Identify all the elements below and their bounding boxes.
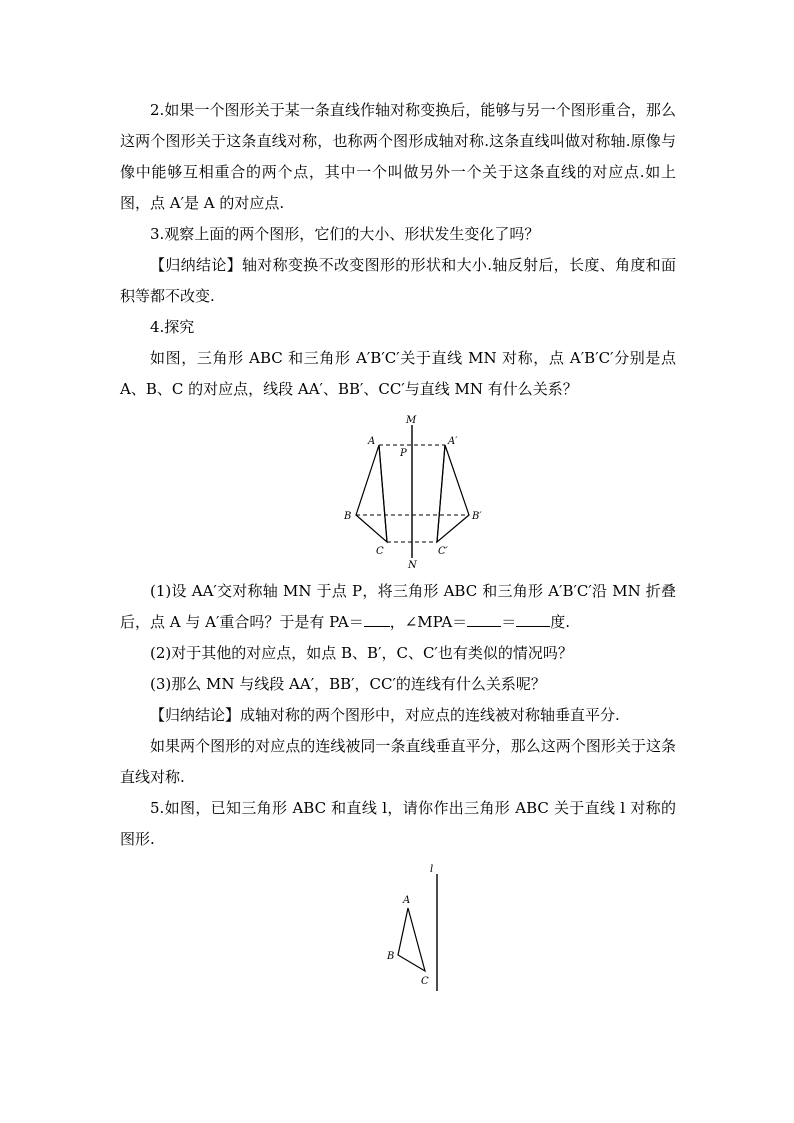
label-c: C (376, 546, 384, 557)
paragraph-criterion: 如果两个图形的对应点的连线被同一条直线垂直平分，那么这两个图形关于这条直线对称. (120, 737, 676, 786)
q1-text-end: 度. (550, 613, 570, 631)
triangle-abc (356, 445, 387, 542)
q1-text-eq: ＝ (501, 613, 517, 631)
paragraph-q1 (120, 576, 676, 638)
q1-text-mid: ，∠MPA＝ (389, 613, 468, 631)
paragraph-q3: (3)那么 MN 与线段 AA′，BB′，CC′的连线有什么关系呢？ (150, 675, 546, 693)
paragraph-explore-heading: 4.探究 (150, 318, 195, 336)
paragraph-question-3: 3.观察上面的两个图形，它们的大小、形状发生变化了吗？ (150, 225, 540, 243)
label-b-small: B (387, 951, 395, 962)
label-c-small: C (421, 976, 429, 987)
paragraph-definition: 2.如果一个图形关于某一条直线作轴对称变换后，能够与另一个图形重合，那么这两个图形关于这条直线对称，也称两个图形成轴对称.这条直线叫做对称轴.原像与像中能够互相重合的两个点，其中一个叫做另外一个关于这条直线的对应点.如上图，点 A′是 A 的对应点. (120, 101, 676, 212)
figure-triangle-line-l (378, 860, 458, 995)
blank-angle-2 (516, 610, 550, 627)
q1-text-start: (1)设 AA′交对称轴 MN 于点 P，将三角形 ABC 和三角形 A′B′C′沿 MN 折叠后，点 A 与 A′重合吗？于是有 PA＝ (120, 582, 676, 631)
blank-angle-1 (467, 610, 501, 627)
blank-pa (364, 610, 390, 627)
paragraph-conclusion-2: 【归纳结论】成轴对称的两个图形中，对应点的连线被对称轴垂直平分. (150, 706, 620, 724)
paragraph-task-5: 5.如图，已知三角形 ABC 和直线 l，请你作出三角形 ABC 关于直线 l 对称的图形. (120, 799, 676, 848)
label-a-prime: A′ (448, 436, 458, 447)
label-p: P (400, 448, 407, 459)
label-b-prime: B′ (472, 511, 482, 522)
label-c-prime: C′ (438, 546, 448, 557)
paragraph-conclusion-1: 【归纳结论】轴对称变换不改变图形的形状和大小.轴反射后，长度、角度和面积等都不改变. (120, 256, 676, 305)
label-a: A (368, 436, 376, 447)
paragraph-explore: 如图，三角形 ABC 和三角形 A′B′C′关于直线 MN 对称，点 A′B′C′分别是点A、B、C 的对应点，线段 AA′、BB′、CC′与直线 MN 有什么关系？ (120, 349, 676, 398)
label-l: l (430, 864, 434, 875)
label-m: M (406, 415, 417, 426)
label-a-small: A (403, 895, 411, 906)
triangle-a2b2c2-inner (437, 445, 445, 542)
triangle-abc-small (398, 908, 425, 971)
paragraph-q2: (2)对于其他的对应点，如点 B、B′，C、C′也有类似的情况吗？ (150, 644, 573, 662)
figure-symmetric-triangles (335, 410, 495, 570)
label-b: B (344, 511, 352, 522)
label-n: N (408, 560, 417, 570)
triangle-abc-inner (379, 445, 387, 542)
triangle-a2b2c2 (437, 445, 469, 542)
